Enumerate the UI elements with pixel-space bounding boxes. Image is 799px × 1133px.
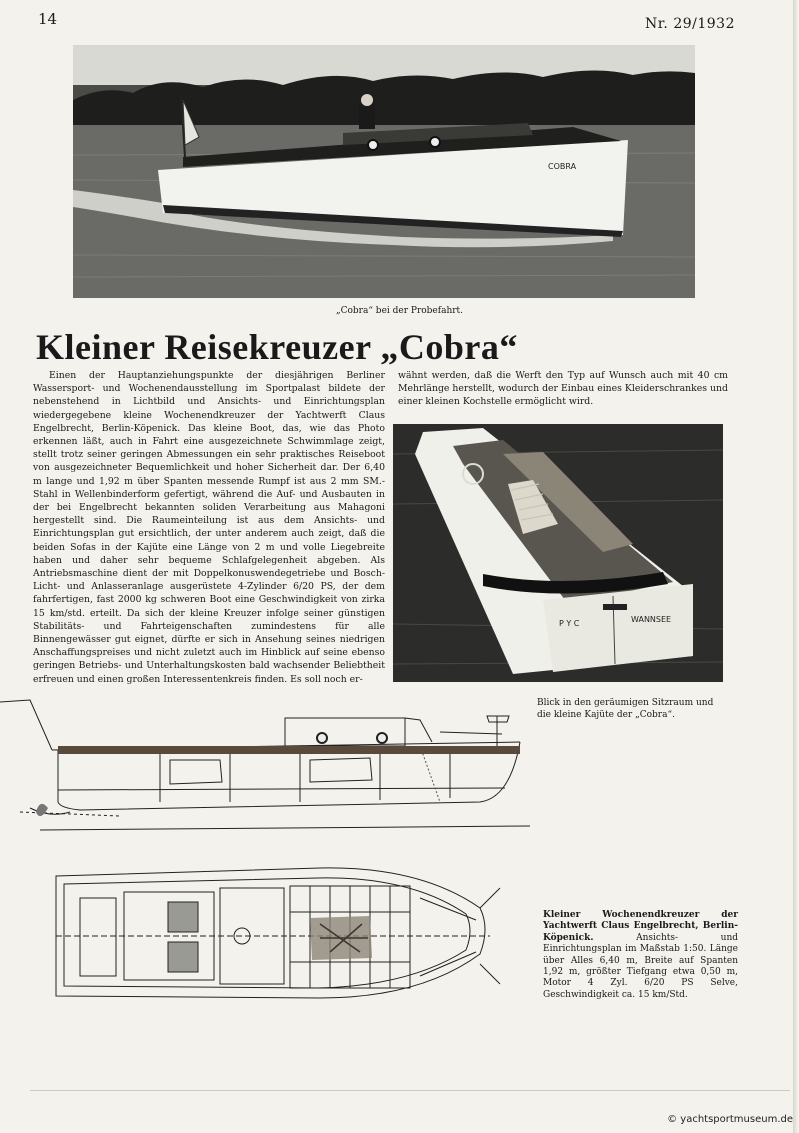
footer-rule	[30, 1090, 790, 1091]
issue-number: Nr. 29/1932	[645, 16, 735, 32]
photo-caption-right: Blick in den geräumigen Sitzraum und die kleine Kajüte der „Cobra“.	[537, 698, 714, 720]
stern-club-label: P Y C	[559, 619, 580, 628]
article-headline: Kleiner Reisekreuzer „Cobra“	[36, 327, 518, 367]
drawing-caption-title: Kleiner Wochenendkreuzer der Yachtwerft Claus Engelbrecht, Berlin-Köpenick.	[543, 910, 738, 943]
article-left-column	[33, 369, 385, 686]
article-right-column	[398, 369, 728, 409]
photo-cockpit-interior	[393, 424, 723, 682]
drawing-caption-text: Ansichts- und Einrichtungsplan im Maßstab 1:50. Länge über Alles 6,40 m, Breite auf Spanten 1,92 m, größter Tiefgang etwa 0,50 m, Motor 4 Zyl. 6/20 PS Selve, Geschwindigkeit ca. 15 km/Std.	[543, 932, 738, 1000]
stern-home-port-label: WANNSEE	[631, 615, 672, 624]
watermark: © yachtsportmuseum.de	[667, 1114, 793, 1125]
photo-caption-top: „Cobra“ bei der Probefahrt.	[335, 306, 464, 316]
photo-cobra-underway	[73, 45, 695, 298]
side-elevation-drawing	[0, 690, 560, 840]
article-paragraph-continued: wähnt werden, daß die Werft den Typ auf Wunsch auch mit 40 cm Mehrlänge herstellt, wodurch der Einbau eines Kleiderschrankes und einer kleinen Kochstelle ermöglicht wird.	[398, 370, 728, 408]
drawing-caption	[543, 910, 738, 1001]
article-paragraph: Einen der Hauptanziehungspunkte der diesjährigen Berliner Wassersport- und Wochenendausstellung im Sportpalast bildete der nebenstehend in Lichtbild und Ansichts- und Einrichtungsplan wiedergegebene kleine Wochenendkreuzer der Yachtwerft Claus Engelbrecht, Berlin-Köpenick. Das kleine Boot, das, wie das Photo erkennen läßt, auch in Fahrt eine ausgezeichnete Schwimmlage zeigt, stellt trotz seiner geringen Abmessungen ein sehr praktisches Reiseboot von ausgezeichneter Bequemlichkeit und hoher Sicherheit dar. Der 6,40 m lange und 1,92 m über Spanten messende Rumpf ist aus 2 mm SM.-Stahl in Wellenbinderform gefertigt, während die Auf- und Ausbauten in der bei Engelbrecht bekannten soliden Verarbeitung aus Mahagoni hergestellt sind. Die Raumeinteilung ist aus dem Ansichts- und Einrichtungsplan gut ersichtlich, der unter anderem auch zeigt, daß die beiden Sofas in der Kajüte eine Länge von 2 m und volle Liegebreite haben und daher sehr bequeme Schlafgelegenheit abgeben. Als Antriebsmaschine dient der mit Doppelkonuswendegetriebe und Bosch-Licht- und Anlasseranlage ausgerüstete 4-Zylinder 6/20 PS, der dem fahrfertigen, fast 2000 kg schweren Boot eine Geschwindigkeit von zirka 15 km/std. erteilt. Da sich der kleine Kreuzer infolge seiner günstigen Stabilitäts- und Fahrteigenschaften zumindestens für alle Binnengewässer gut eignet, dürfte er sich in Ansehung seines niedrigen Anschaffungspreises und nicht zuletzt auch im Hinblick auf seine ebenso geringen Betriebs- und Unterhaltungskosten bald wachsender Beliebtheit erfreuen und einen großen Interessentenkreis finden. Es soll noch er-	[33, 370, 385, 685]
hull-name-label: COBRA	[548, 162, 577, 171]
deck-plan-drawing	[20, 858, 540, 1018]
page-number: 14	[38, 10, 58, 28]
page-edge	[793, 0, 799, 1133]
